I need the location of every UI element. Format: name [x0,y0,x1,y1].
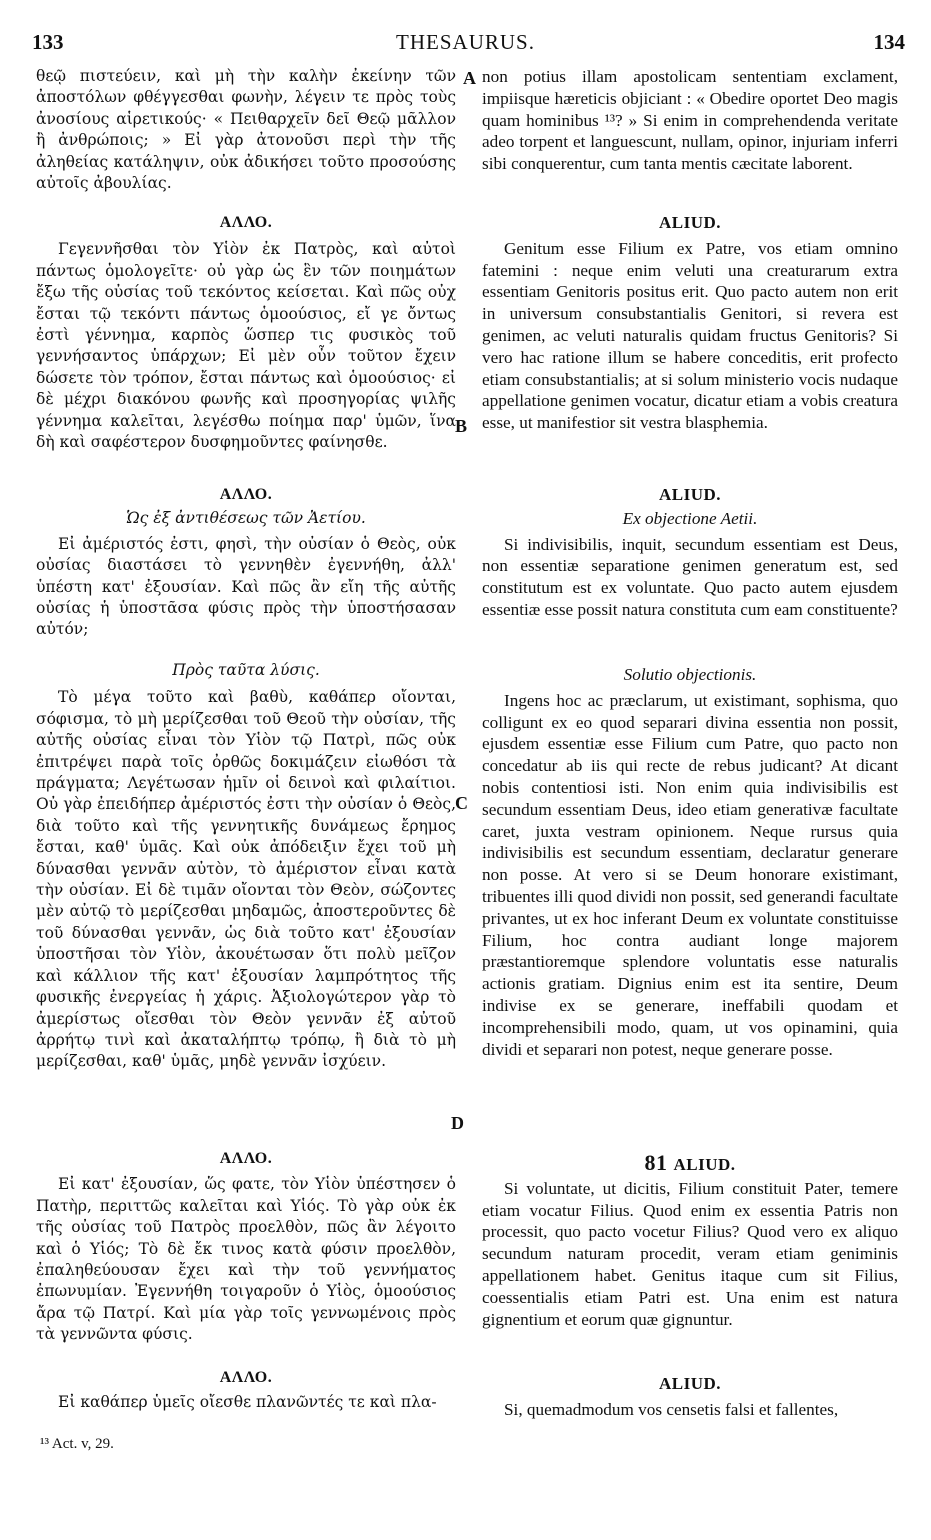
greek-paragraph: θεῷ πιστεύειν, καὶ μὴ τὴν καλὴν ἐκείνην τῶν ἀποστόλων φθέγγεσθαι φωνὴν, λέγειν τε πρὸς τοὺς ἀνοσίους αἱρετικούς· « Πειθαρχεῖν δεῖ Θεῷ μᾶλλον ἢ ἀνθρώποις; » Εἰ γὰρ ἀτονοῦσι περὶ τὴν τῆς ἀληθείας κατάληψιν, οὐκ ἀδικήσει τοῦτο προσούσης αὐτοῖς ἀβουλίας. [36,67,456,193]
section-heading: ΑΛΛΟ. [219,486,273,503]
running-title: THESAURUS. [396,30,535,54]
margin-marker-c: C [455,793,468,813]
latin-block-6 [482,1373,898,1421]
greek-paragraph: Εἰ κατ' ἐξουσίαν, ὥς φατε, τὸν Υἱὸν ὑπέστησεν ὁ Πατὴρ, περιττῶς καλεῖται καὶ Υἱός. Τὸ γὰρ οὐκ ἐκ τῆς οὐσίας τοῦ Πατρὸς προελθὸν, πῶς ἂν λέγοιτο καὶ ὁ Υἱός; Τὸ δὲ ἔκ τινος κατὰ φύσιν προελθὸν, ἐπαληθεύουσαν ἔχει καὶ τὴν τοῦ γεννήματος ἐπωνυμίαν. Ἐγεννήθη τοιγαροῦν ὁ Υἱὸς, ὁμοούσιος ἄρα τῷ Πατρί. Καὶ μία γὰρ τοῖς γεννωμένοις πρὸς τὰ γεννῶντα φύσις. [36,1175,456,1344]
latin-paragraph: Si indivisibilis, inquit, secundum essentiam est Deus, non essentiæ separatione genimen generatum est, sed constitutum est ex voluntate. Quo pacto autem ejusdem essentiæ esse possit natura constituta cum eam constituente? [482,534,898,619]
section-heading: ALIUD. [658,485,722,504]
latin-paragraph: Genitum esse Filium ex Patre, vos etiam omnino fatemini : neque enim veluti una creaturarum extra essentiam Genitoris positus erit. Quo pacto autem non erit in universum consubstantialis Genitori, si revera est genimen, ac veluti naturalis quidam fructus Genitoris? Si vero hac ratione illum se habere conceditis, erit profecto etiam consubstantialis; at si solum ministerio vocis nudaque appellatione genimen vocatur, dicatur etiam a vobis creatura esse, ut manifestior sit vestra blasphemia. [482,238,898,433]
greek-block-3 [36,484,456,641]
section-heading: ΑΛΛΟ. [219,214,273,231]
greek-paragraph: Τὸ μέγα τοῦτο καὶ βαθὺ, καθάπερ οἴονται, σόφισμα, τὸ μὴ μερίζεσθαι τοῦ Θεοῦ τὴν οὐσίαν, τῆς αὐτῆς οὐσίας εἶναι τὸν Υἱὸν τῷ Πατρὶ, πῶς οὐκ ἐπιτρέψει παρὰ τοῖς ὀρθῶς δοκιμάζειν εἰωθόσι τὰ πράγματα; Λεγέτωσαν ἡμῖν οἱ δεινοὶ καὶ φιλαίτιοι. Οὐ γὰρ ἐπειδήπερ ἀμέριστός ἐστι τὴν οὐσίαν ὁ Θεὸς, διὰ τοῦτο καὶ τῆς γεννητικῆς δυνάμεως ἔρημος ἔσται, καθ' ὑμᾶς. Καὶ οὐκ ἀπόδειξιν ἔχει τοῦ μὴ δύνασθαι γεννᾶν αὐτὸν, τὸ ἀμέριστον εἶναι κατὰ τὴν οὐσίαν. Εἰ δὲ τιμᾶν οἴονται τὸν Θεὸν, σώζοντες μὲν αὐτῷ τὸ μερίζεσθαι μηδαμῶς, ἀποστεροῦντες δὲ τοῦ δύνασθαι γεννᾶν, ὡς διὰ τοῦτο κατ' ἐξουσίαν ὑποστῆσαι τὸν Υἱὸν, ἀκουέτωσαν ὅτι πολὺ μεῖζον καὶ κάλλιον τῆς κατ' ἐξουσίαν λαμπρότητος τῆς φυσικῆς ἐνεργείας ἡ χάρις. Ἀξιολογώτερον γὰρ τὸ ἀμερίστως οἴεσθαι τὸν Θεὸν γεννᾶν ἐξ αὐτοῦ ἀρρήτῳ τινὶ καὶ ἀκαταλήπτῳ τρόπῳ, ἢ διὰ τὸ μὴ μερίζεσθαι, καθ' ὑμᾶς, μηδὲ γεννᾶν ἰσχύειν. [36,688,456,1071]
margin-marker-a: A [463,68,476,88]
greek-paragraph: Εἰ καθάπερ ὑμεῖς οἴεσθε πλανῶντές τε καὶ πλα- [58,1393,437,1412]
section-subheading: Πρὸς ταῦτα λύσις. [172,661,320,679]
latin-block-4 [482,664,898,1060]
section-subheading: Ὡς ἐξ ἀντιθέσεως τῶν Ἀετίου. [126,509,366,528]
latin-block-3 [482,484,898,621]
section-heading: ΑΛΛΟ. [219,1150,273,1167]
section-heading [482,1152,898,1176]
greek-block-2 [36,212,456,453]
section-subheading: Solutio objectionis. [623,665,757,684]
footnote: ¹³ Act. v, 29. [40,1436,114,1452]
section-heading: ΑΛΛΟ. [219,1369,273,1386]
margin-marker-b: B [455,416,468,436]
page-number-right: 134 [873,30,905,54]
page-number-left: 133 [32,30,64,54]
section-heading: ALIUD. [658,213,722,232]
latin-paragraph: Si voluntate, ut dicitis, Filium constituit Pater, temere etiam vocatur Filius. Quod enim ex essentia Patris non processit, quo pacto vocetur Filius? Quod vero ex aliquo secundum naturam procedit, veram etiam geniminis appellationem habet. Genitus itaque cum sit Filius, coessentialis etiam Patri est. Una enim est natura gignentium et eorum quæ gignuntur. [482,1178,898,1329]
section-subheading: Ex objectione Aetii. [622,508,758,528]
greek-paragraph: Γεγεννῆσθαι τὸν Υἱὸν ἐκ Πατρὸς, καὶ αὐτοὶ πάντως ὁμολογεῖτε· οὐ γὰρ ὡς ἓν τῶν ποιημάτων ἔξω τῆς οὐσίας τοῦ τεκόντος κείσεται. Καὶ πῶς οὐχ ἔσται τῷ τεκόντι πάντως ὁμοούσιος, εἴ γε ὄντως ἐστὶ γέννημα, καρπὸς ὥσπερ τις φυσικὸς τοῦ γεννήσαντος ὑπάρχων; Εἰ μὲν οὖν τοῦτον ἔχειν δώσετε τὸν τρόπον, ἔσται πάντως καὶ ὁμοούσιος· εἰ δὲ μέχρι διακόνου φωνῆς καὶ προσηγορίας ψιλῆς γέννημα καλεῖται, λεγέσθω ποίημα παρ' ὑμῶν, ἵνα δὴ καὶ σαφέστερον δυσφημοῦντες φαίνησθε. [36,240,456,452]
greek-block-6 [36,1367,456,1414]
latin-paragraph: Si, quemadmodum vos censetis falsi et fallentes, [504,1399,839,1419]
latin-block-5 [482,1152,898,1330]
latin-paragraph: non potius illam apostolicam sententiam exclament, impiisque hæreticis objiciant : « Obedire oportet Deo magis quam hominibus ¹³? » Si enim in comprehendenda veritate adeo torpent et languescunt, nullam, opinor, injuriam inferri sibi conquerentur, cum tanta mentis cæcitate laborent. [482,67,898,174]
latin-paragraph: Ingens hoc ac præclarum, ut existimant, sophisma, quo colligunt ex eo quod separari divina essentia non possit, ejusdem essentiæ esse Filium cum Patre, quo pacto non concedatur ab iis qui recte de rebus judicant? At dicant nobis contentiosi isti. Non enim quia indivisibilis est secundum essentiam Deus, ideo etiam generativæ facultate caret, juxta vestram opinionem. Neque rursus quia indivisibilis est secundum essentiam, declaratur generare non posse. At vero si se Deum honorare existimant, tribuentes illi quod dividi non possit, sed generandi facultate privantes, ut ex hoc inferant Deum ex voluntate constituisse Filium, hoc contra audiant longe majorem præstantioremque splendore voluntatis esse naturalis actionis gratiam. Dignius enim est ita sentire, Deum indivise ex se generare, ineffabili quodam et incomprehensibili modo, quam, ut vos opinamini, quia dividi et separari non potest, neque generare posse. [482,690,898,1059]
running-header [0,30,931,60]
greek-block-1 [36,66,456,194]
section-heading-text: ALIUD. [673,1155,736,1174]
margin-marker-d: D [451,1113,464,1133]
greek-block-5 [36,1148,456,1346]
column-number: 81 [644,1150,668,1175]
latin-block-1 [482,66,898,175]
greek-paragraph: Εἰ ἀμέριστός ἐστι, φησὶ, τὴν οὐσίαν ὁ Θεὸς, οὐκ οὐσίας διαστάσει τὸ γεννηθὲν ἐγεννήθη, ἀλλ' ὑπέστη κατ' ἐξουσίαν. Καὶ πῶς ἂν εἴη τῆς αὐτῆς οὐσίας ἡ ὑποστᾶσα φύσις πρὸς τὴν ὑποστήσασαν αὐτόν; [36,534,456,639]
section-heading: ALIUD. [658,1374,722,1393]
greek-block-4 [36,660,456,1073]
latin-block-2 [482,212,898,434]
